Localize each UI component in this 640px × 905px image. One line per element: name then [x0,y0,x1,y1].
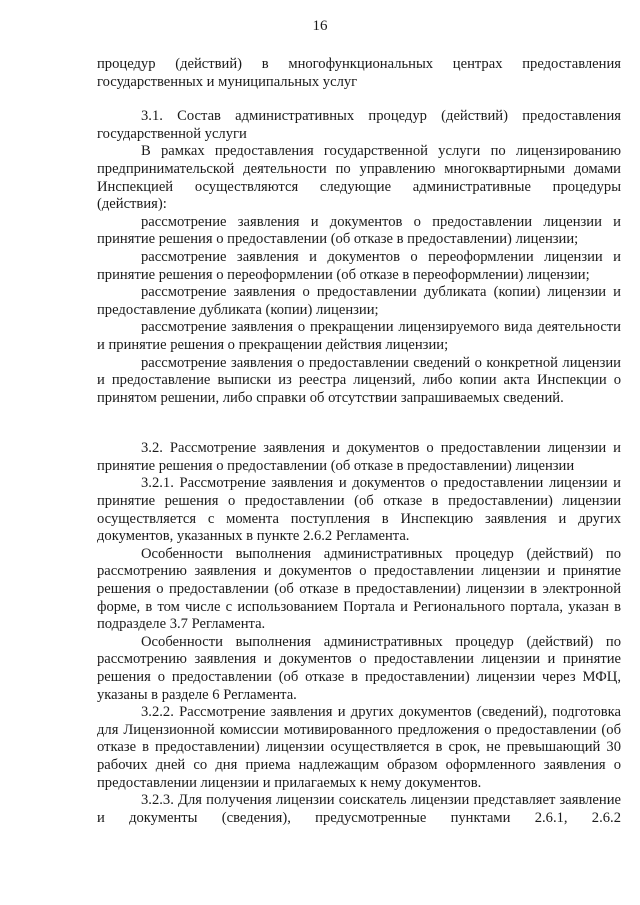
section-heading-3-1: 3.1. Состав административных процедур (действий) предоставления государственной услуги [97,108,621,142]
list-item-procedure: рассмотрение заявления о предоставлении дубликата (копии) лицензии и предоставление дубликата (копии) лицензии; [97,284,621,318]
paragraph-3-2-2: 3.2.2. Рассмотрение заявления и других документов (сведений), подготовка для Лицензионной комиссии мотивированного предложения о предоставлении (об отказе в предоставлении) лицензии осуществляется в срок, не превышающий 30 рабочих дней со дня приема надлежащим образом оформленного заявления о предоставлении лицензии и прилагаемых к нему документов. [97,704,621,791]
section-heading-3-2: 3.2. Рассмотрение заявления и документов о предоставлении лицензии и принятие решения о предоставлении (об отказе в предоставлении) лицензии [97,440,621,474]
list-item-procedure: рассмотрение заявления и документов о предоставлении лицензии и принятие решения о предоставлении (об отказе в предоставлении) лицензии; [97,213,621,248]
list-item-procedure: рассмотрение заявления о предоставлении сведений о конкретной лицензии и предоставление выписки из реестра лицензий, либо копии акта Инспекции о принятом решении, либо справки об отсутствии запрашиваемых сведений. [97,354,621,406]
paragraph-continuation: процедур (действий) в многофункциональных центрах предоставления государственных и муниципальных услуг [97,56,621,90]
paragraph-intro: В рамках предоставления государственной услуги по лицензированию предпринимательской деятельности по управлению многоквартирными домами Инспекцией осуществляются следующие административные процедуры (действия): [97,143,621,213]
page-number: 16 [312,18,328,34]
list-item-procedure: рассмотрение заявления и документов о переоформлении лицензии и принятие решения о переоформлении (об отказе в переоформлении) лицензии; [97,248,621,283]
document-body [97,56,621,827]
paragraph-3-2-1: 3.2.1. Рассмотрение заявления и документов о предоставлении лицензии и принятие решения о предоставлении (об отказе в предоставлении) лицензии осуществляется с момента поступления в Инспекцию заявления и других документов, указанных в пункте 2.6.2 Регламента. [97,475,621,545]
paragraph-mfc: Особенности выполнения административных процедур (действий) по рассмотрению заявления и документов о предоставлении лицензии и принятие решения о предоставлении (об отказе в предоставлении) лицензии через МФЦ, указаны в разделе 6 Регламента. [97,633,621,703]
paragraph-electronic-form: Особенности выполнения административных процедур (действий) по рассмотрению заявления и документов о предоставлении лицензии и принятие решения о предоставлении (об отказе в предоставлении) лицензии в электронной форме, в том числе с использованием Портала и Регионального портала, указан в подразделе 3.7 Регламента. [97,545,621,633]
list-item-procedure: рассмотрение заявления о прекращении лицензируемого вида деятельности и принятие решения о прекращении действия лицензии; [97,319,621,353]
paragraph-3-2-3: 3.2.3. Для получения лицензии соискатель лицензии представляет заявление и документы (сведения), предусмотренные пунктами 2.6.1, 2.6.2 [97,792,621,826]
